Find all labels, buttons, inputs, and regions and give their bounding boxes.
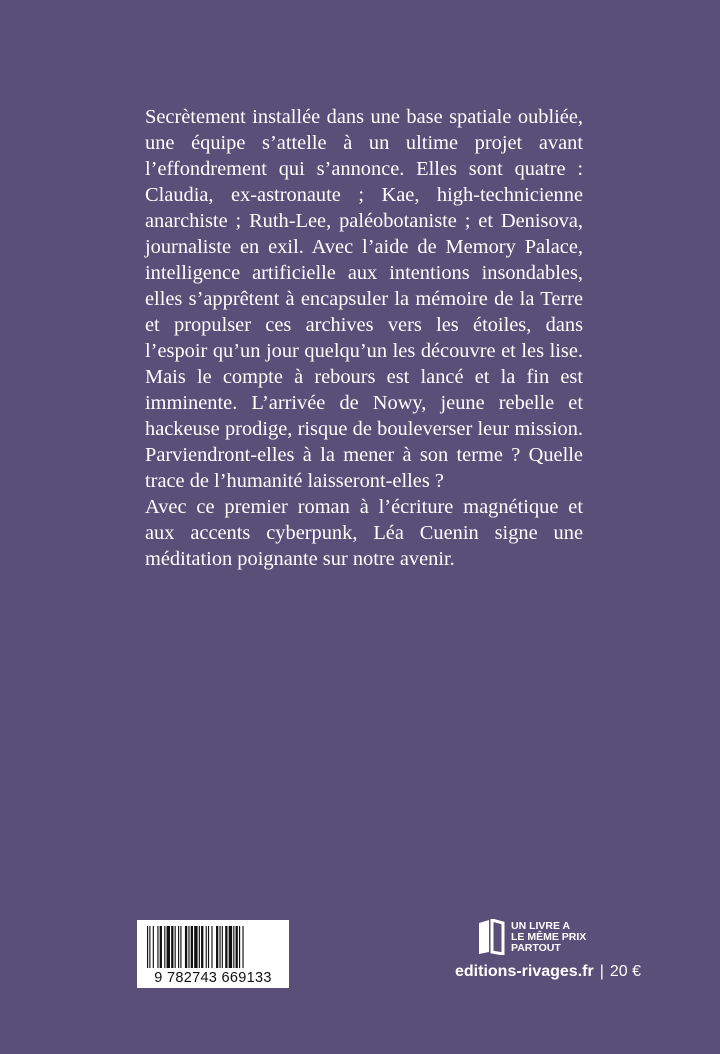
prix-unique-badge [476, 917, 586, 957]
prix-unique-line-3: PARTOUT [511, 941, 561, 954]
barcode [137, 920, 289, 988]
publisher-website: editions-rivages.fr [455, 963, 594, 980]
barcode-bars [145, 926, 281, 968]
blurb-paragraph-1: Secrètement installée dans une base spatiale oubliée, une équipe s’attelle à un ultime projet avant l’effondrement qui s’annonce. Elles sont quatre : Claudia, ex-astronaute ; Kae, high-technicienne anarchiste ; Ruth-Lee, paléobotaniste ; et Denisova, journaliste en exil. Avec l’aide de Memory Palace, intelligence artificielle aux intentions insondables, elles s’apprêtent à encapsuler la mémoire de la Terre et propulser ces archives vers les étoiles, dans l’espoir qu’un jour quelqu’un les découvre et les lise. Mais le compte à rebours est lancé et la fin est imminente. L’arrivée de Nowy, jeune rebelle et hackeuse prodige, risque de bouleverser leur mission. Parviendront-elles à la mener à son terme ? Quelle trace de l’humanité laisseront-elles ? [145, 106, 583, 492]
blurb-paragraph-2: Avec ce premier roman à l’écriture magnétique et aux accents cyberpunk, Léa Cuenin signe une méditation poignante sur notre avenir. [145, 496, 583, 570]
book-price: 20 € [609, 963, 641, 980]
publisher-line [455, 963, 641, 981]
isbn-number: 9 782743 669133 [154, 970, 272, 986]
price-separator: | [599, 963, 604, 980]
prix-unique-line-1: UN LIVRE A [511, 919, 571, 932]
prix-unique-line-2: LE MÊME PRIX [511, 930, 587, 943]
book-price-logo-icon [476, 919, 506, 955]
back-cover-blurb [145, 104, 583, 572]
